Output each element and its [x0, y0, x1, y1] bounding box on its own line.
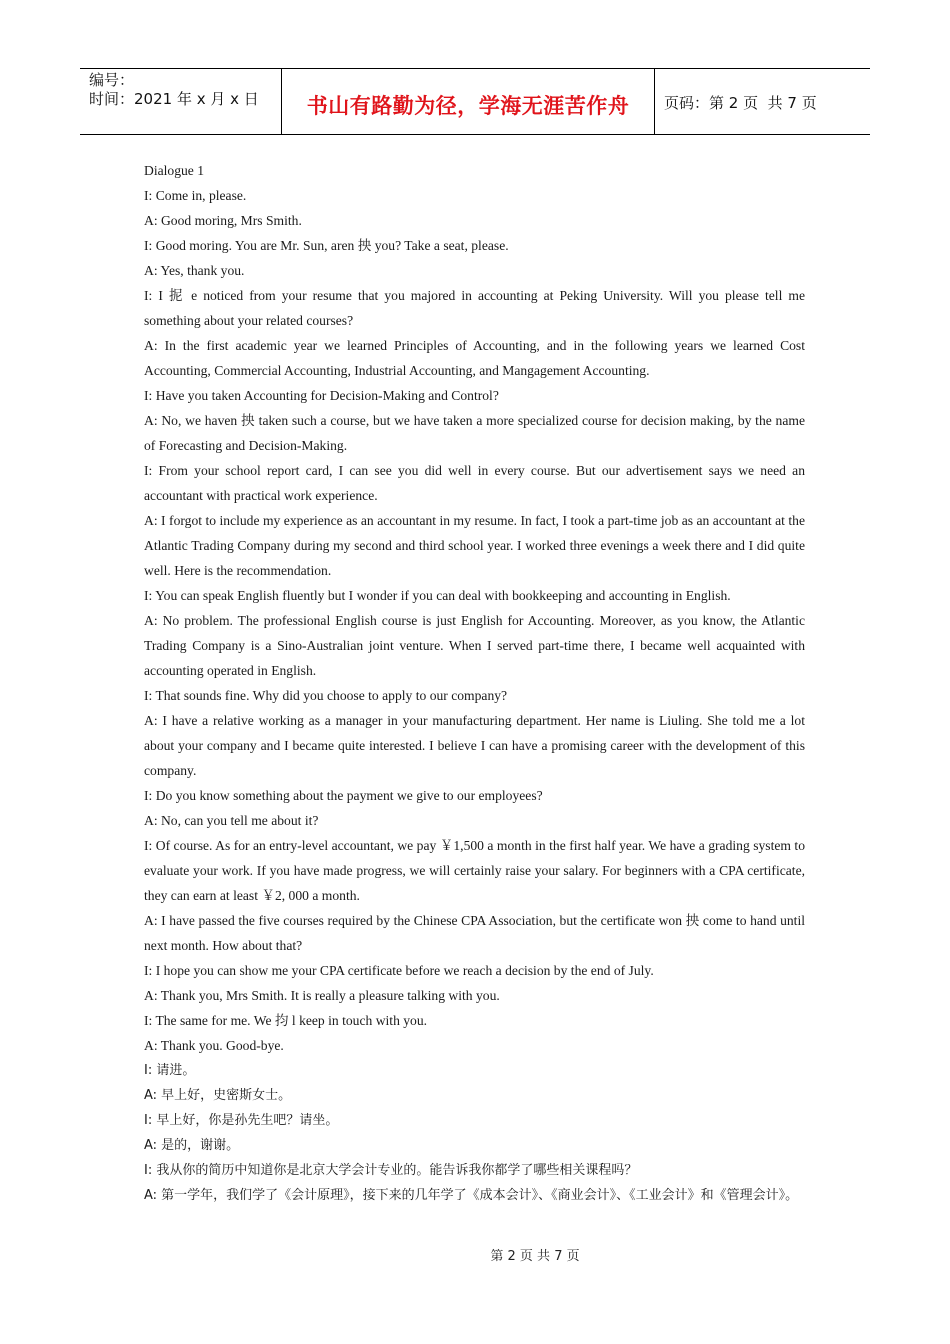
dialogue-title: Dialogue 1 [144, 163, 205, 178]
dialogue-line: I: Come in, please. [144, 188, 247, 203]
header-meta [80, 69, 281, 134]
dialogue-line: I: The same for me. We 抣 l keep in touch with you. [144, 1013, 428, 1028]
header-page-cell [655, 69, 870, 134]
header-motto-cell [281, 69, 655, 134]
dialogue-line: I: Do you know something about the payment we give to our employees? [144, 788, 543, 803]
dialogue-line: A: Yes, thank you. [144, 263, 245, 278]
dialogue-line: A: I have a relative working as a manager in your manufacturing department. Her name is Liuling. She told me a lot about your company and I became quite interested. I believe I can have a promising career with the development of this company. [144, 713, 805, 778]
dialogue-line: I: Of course. As for an entry-level accountant, we pay ￥1,500 a month in the first half year. We have a grading system to evaluate your work. If you have made progress, we will certainly raise your salary. For beginners with a CPA certificate, they can earn at least ￥2, 000 a month. [144, 838, 805, 903]
dialogue-line: A: Thank you. Good-bye. [144, 1038, 284, 1053]
dialogue-line: I: I hope you can show me your CPA certificate before we reach a decision by the end of July. [144, 963, 654, 978]
dialogue-line: A: Thank you, Mrs Smith. It is really a pleasure talking with you. [144, 988, 500, 1003]
page-footer [0, 1245, 950, 1264]
dialogue-line: A: No problem. The professional English course is just English for Accounting. Moreover, as you know, the Atlantic Trading Company is a Sino-Australian joint venture. When I served part-time there, I became well acquainted with accounting operated in English. [144, 613, 805, 678]
translation-line: A: 是的，谢谢。 [144, 1138, 240, 1153]
dialogue-line: I: Good moring. You are Mr. Sun, aren 抰 you? Take a seat, please. [144, 238, 509, 253]
translation-line: A: 第一学年，我们学了《会计原理》，接下来的几年学了《成本会计》、《商业会计》、《工业会计》和《管理会计》。 [144, 1188, 799, 1203]
footer-page-number: 第 2 页 共 7 页 [490, 1249, 580, 1264]
translation-line: I: 我从你的简历中知道你是北京大学会计专业的。能告诉我你都学了哪些相关课程吗？ [144, 1163, 638, 1178]
page-header [80, 68, 870, 135]
dialogue-line: I: I 抳 e noticed from your resume that you majored in accounting at Peking University. Will you please tell me something about your related courses? [144, 288, 805, 328]
dialogue-line: I: Have you taken Accounting for Decision-Making and Control? [144, 388, 499, 403]
translation-line: I: 早上好，你是孙先生吧？请坐。 [144, 1113, 339, 1128]
dialogue-line: I: You can speak English fluently but I wonder if you can deal with bookkeeping and accounting in English. [144, 588, 731, 603]
number-label: 编号： [89, 71, 135, 89]
dialogue-line: A: Good moring, Mrs Smith. [144, 213, 302, 228]
translation-line: A: 早上好，史密斯女士。 [144, 1088, 292, 1103]
dialogue-line: I: From your school report card, I can see you did well in every course. But our advertisement says we need an accountant with practical work experience. [144, 463, 805, 503]
dialogue-line: A: No, can you tell me about it? [144, 813, 319, 828]
dialogue-line: I: That sounds fine. Why did you choose to apply to our company? [144, 688, 508, 703]
date-label: 时间：2021 年 x 月 x 日 [89, 90, 259, 108]
dialogue-body [144, 158, 805, 1208]
dialogue-line: A: No, we haven 抰 taken such a course, but we have taken a more specialized course for decision making, by the name of Forecasting and Decision-Making. [144, 413, 805, 453]
dialogue-line: A: I forgot to include my experience as an accountant in my resume. In fact, I took a part-time job as an accountant at the Atlantic Trading Company during my second and third school year. I worked three evenings a week there and I did quite well. Here is the recommendation. [144, 513, 805, 578]
dialogue-line: A: I have passed the five courses required by the Chinese CPA Association, but the certificate won 抰 come to hand until next month. How about that? [144, 913, 805, 953]
translation-line: I: 请进。 [144, 1063, 196, 1078]
motto: 书山有路勤为径，学海无涯苦作舟 [306, 93, 630, 118]
dialogue-line: A: In the first academic year we learned Principles of Accounting, and in the following years we learned Cost Accounting, Commercial Accounting, Industrial Accounting, and Mangagement Accounting. [144, 338, 805, 378]
page-label: 页码：第 2 页 共 7 页 [664, 94, 817, 112]
